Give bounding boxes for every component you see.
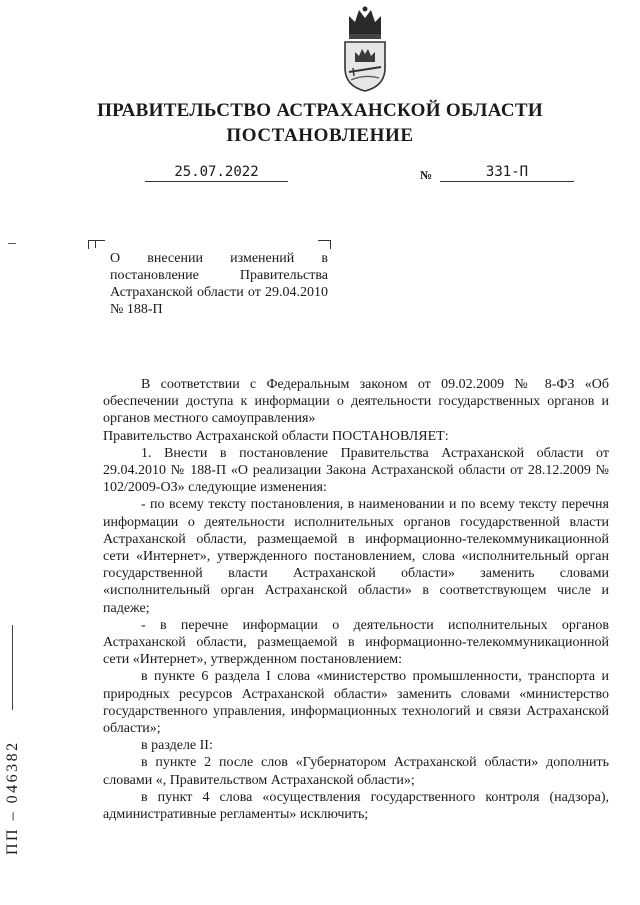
coat-of-arms-emblem (337, 6, 393, 92)
subject-corner-mark-right (318, 240, 331, 249)
subject-corner-mark-left-inner (95, 240, 96, 248)
document-body (103, 376, 609, 823)
document-number: 331-П (440, 164, 574, 182)
paragraph-point-4: в пункт 4 слова «осуществления государственного контроля (надзора), административные регламенты» исключить; (103, 789, 609, 823)
paragraph-item-1: 1. Внести в постановление Правительства Астраханской области от 29.04.2010 № 188-П «О реализации Закона Астраханской области от 28.12.2009 № 102/2009-ОЗ» следующие изменения: (103, 445, 609, 496)
paragraph-preamble: В соответствии с Федеральным законом от 09.02.2009 № 8-ФЗ «Об обеспечении доступа к информации о деятельности государственных органов и органов местного самоуправления» (103, 377, 609, 427)
paragraph-section-2: в разделе II: (141, 738, 213, 754)
paragraph-change-2: - в перечне информации о деятельности исполнительных органов Астраханской области, размещаемой в информационно-телекоммуникационной сети «Интернет», утвержденном постановлением: (103, 617, 609, 668)
paragraph-change-1: - по всему тексту постановления, в наименовании и по всему тексту перечня информации о деятельности исполнительных органов государственной власти Астраханской области, размещаемой в информационно-телекоммуникационной сети «Интернет», утвержденного постановлением, слова «исполнительный орган государственной власти Астраханской области» заменить словами «исполнительный орган Астраханской области» в соответствующем числе и падеже; (103, 497, 609, 616)
document-date: 25.07.2022 (145, 164, 288, 182)
margin-line (12, 625, 13, 710)
document-type-title: ПОСТАНОВЛЕНИЕ (226, 125, 414, 146)
paragraph-point-2: в пункте 2 после слов «Губернатором Астраханской области» дополнить словами «, Правительством Астраханской области»; (103, 755, 609, 788)
number-label: № (420, 168, 433, 182)
margin-mark (8, 243, 16, 244)
document-subject: О внесении изменений в постановление Правительства Астраханской области от 29.04.2010 № 188-П (110, 251, 328, 317)
organization-title: ПРАВИТЕЛЬСТВО АСТРАХАНСКОЙ ОБЛАСТИ (97, 100, 543, 121)
margin-serial-number: ПП – 046382 (4, 740, 21, 855)
subject-corner-mark-left (88, 240, 105, 249)
paragraph-point-6: в пункте 6 раздела I слова «министерство промышленности, транспорта и природных ресурсов Астраханской области» заменить словами «министерство государственного управления, информационных технологий и связи Астраханской области»; (103, 669, 609, 737)
paragraph-resolves: Правительство Астраханской области ПОСТАНОВЛЯЕТ: (103, 428, 449, 444)
